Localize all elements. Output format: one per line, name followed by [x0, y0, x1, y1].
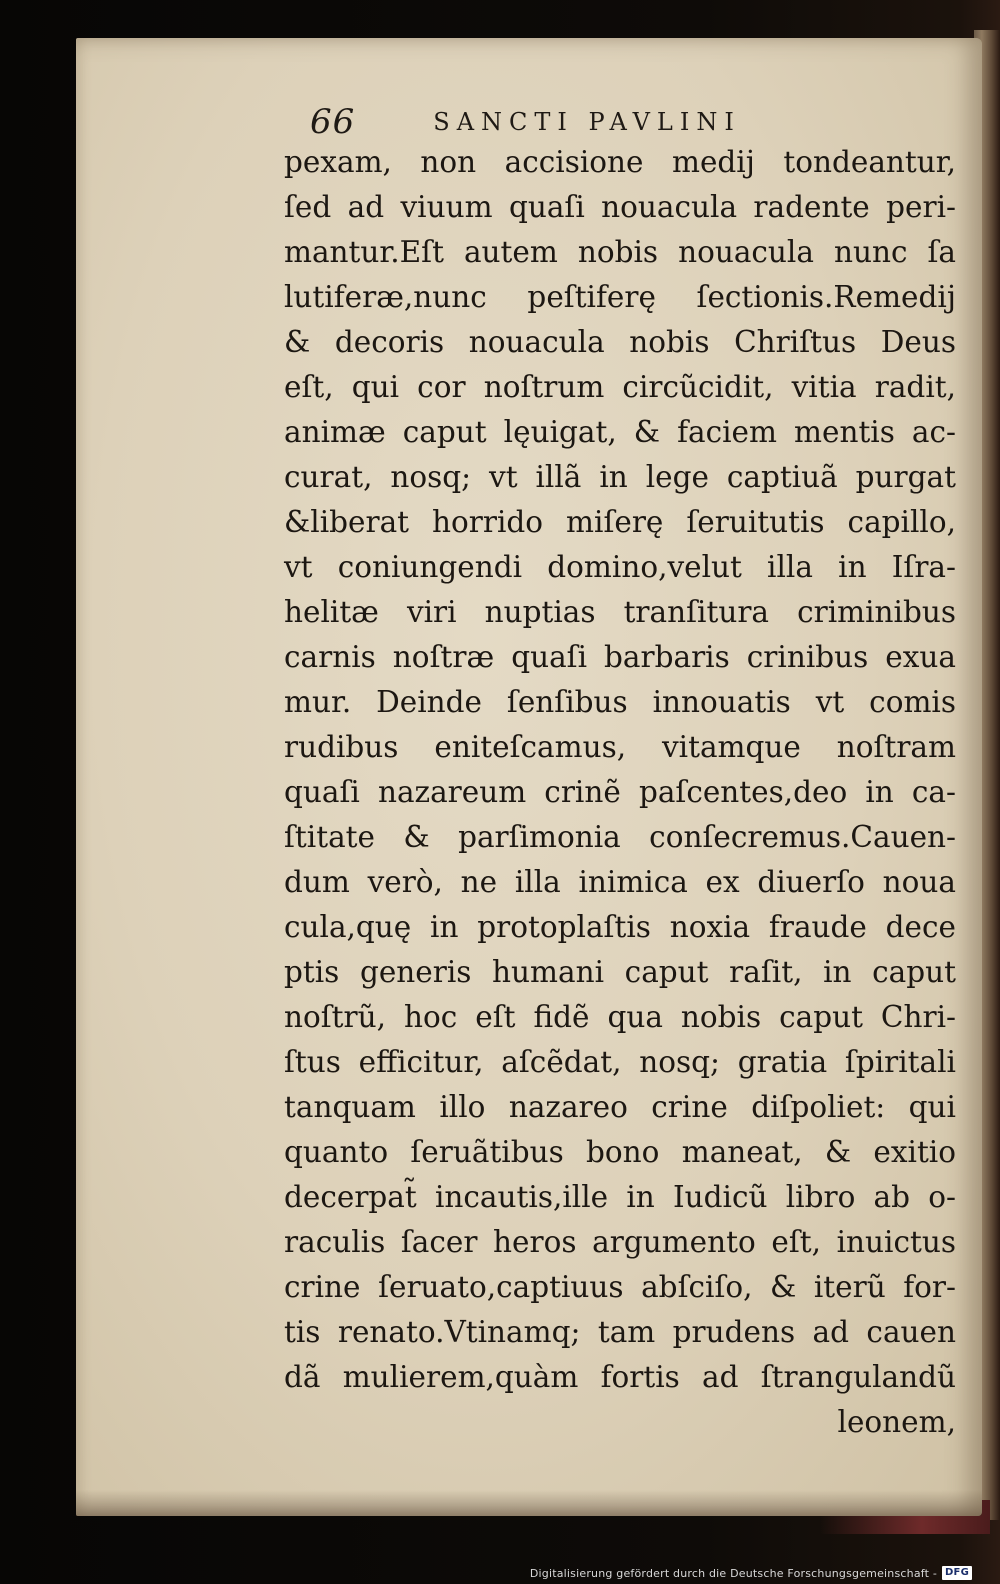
text-line: mantur.Eſt autem nobis nouacula nunc ſa: [284, 235, 956, 269]
credit-text: Digitalisierung gefördert durch die Deutsche Forschungsgemeinschaft -: [529, 1566, 938, 1580]
text-line: curat, nosq; vt illã in lege captiuã purgat: [284, 460, 956, 494]
digitization-credit: [530, 1564, 972, 1582]
text-line: &liberat horrido miſerę ſeruitutis capillo,: [284, 505, 956, 539]
text-line: crine ſeruato,captiuus abſciſo, & iterũ for-: [284, 1270, 956, 1304]
text-line: helitæ viri nuptias tranſitura criminibus: [284, 595, 956, 629]
text-line: tis renato.Vtinamq; tam prudens ad cauen: [284, 1315, 956, 1349]
text-line: & decoris nouacula nobis Chriſtus Deus: [284, 325, 956, 359]
running-head: SANCTI PAVLINI: [433, 108, 741, 136]
text-line: eſt, qui cor noſtrum circũcidit, vitia radit,: [284, 370, 956, 404]
text-line: lutiferæ,nunc peſtiferę ſectionis.Remedij: [284, 280, 956, 314]
text-line: noſtrũ, hoc eſt fidẽ qua nobis caput Chri-: [284, 1000, 956, 1034]
text-line: tanquam illo nazareo crine diſpoliet: qui: [284, 1090, 956, 1124]
text-line: dã mulierem,quàm fortis ad ſtrangulandũ: [284, 1360, 956, 1394]
page-bottom-shadow: [76, 1490, 982, 1516]
text-line: carnis noſtræ quaſi barbaris crinibus exua: [284, 640, 956, 674]
text-line: ptis generis humani caput raſit, in caput: [284, 955, 956, 989]
text-line: ſed ad viuum quaſi nouacula radente peri-: [284, 190, 956, 224]
text-line: animæ caput lęuigat, & faciem mentis ac-: [284, 415, 956, 449]
text-line: vt coniungendi domino,velut illa in Iſra-: [284, 550, 956, 584]
catchword: leonem,: [837, 1405, 956, 1439]
text-line: dum verò, ne illa inimica ex diuerſo noua: [284, 865, 956, 899]
dfg-logo: DFG: [942, 1566, 972, 1580]
text-line: mur. Deinde ſenſibus innouatis vt comis: [284, 685, 956, 719]
page-number: 66: [310, 102, 356, 142]
page-header: [310, 100, 830, 144]
text-line: decerpat̃ incautis,ille in Iudicũ libro ab o-: [284, 1180, 956, 1214]
text-line: quanto ſeruãtibus bono maneat, & exitio: [284, 1135, 956, 1169]
text-line: pexam, non accisione medij tondeantur,: [284, 145, 956, 179]
text-line: ſtitate & parſimonia conſecremus.Cauen-: [284, 820, 956, 854]
text-line: raculis ſacer heros argumento eſt, inuictus: [284, 1225, 956, 1259]
text-line: cula,quę in protoplaſtis noxia fraude dece: [284, 910, 956, 944]
text-line: rudibus eniteſcamus, vitamque noſtram: [284, 730, 956, 764]
text-line: quaſi nazareum crinẽ paſcentes,deo in ca-: [284, 775, 956, 809]
text-line: ſtus efficitur, aſcẽdat, nosq; gratia ſpiritali: [284, 1045, 956, 1079]
body-text: [284, 140, 956, 1445]
